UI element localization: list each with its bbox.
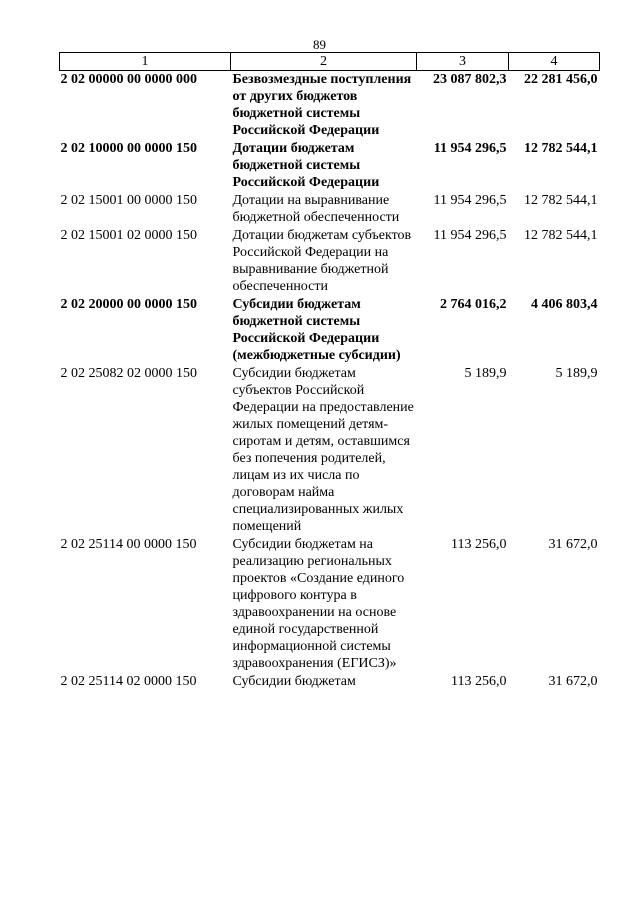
row-name: Субсидии бюджетам субъектов Российской Федерации на предоставление жилых помещений детям-сиротам и детям, оставшимся без попечения родителей, лицам из их числа по договорам найма специализированных жилых помещений [232,366,414,534]
row-value-col4: 31 672,0 [548,537,598,552]
row-value-col3: 113 256,0 [451,537,507,552]
row-value-col4: 31 672,0 [548,674,598,689]
row-name: Субсидии бюджетам на реализацию региональных проектов «Создание единого цифрового контура в здравоохранении на основе единой государственной информационной системы здравоохранения (ЕГИСЗ)» [232,537,405,671]
row-value-col3: 2 764 016,2 [440,297,507,312]
table-row [60,140,600,192]
row-code: 2 02 25082 02 0000 150 [60,366,197,381]
row-code: 2 02 25114 02 0000 150 [60,674,197,689]
row-value-col3: 113 256,0 [451,674,507,689]
row-code: 2 02 20000 00 0000 150 [60,297,197,312]
row-code: 2 02 15001 02 0000 150 [60,228,197,243]
row-name: Дотации бюджетам бюджетной системы Российской Федерации [232,141,380,190]
row-value-col3: 11 954 296,5 [433,193,507,208]
row-value-col4: 22 281 456,0 [524,72,598,87]
table-body [60,71,600,692]
row-name: Дотации бюджетам субъектов Российской Федерации на выравнивание бюджетной обеспеченности [232,228,412,294]
row-value-col4: 12 782 544,1 [524,193,598,208]
table-row [60,192,600,227]
table-row [60,673,600,691]
row-value-col3: 23 087 802,3 [433,72,507,87]
row-value-col4: 12 782 544,1 [524,228,598,243]
row-code: 2 02 25114 00 0000 150 [60,537,197,552]
header-row [60,53,600,71]
row-code: 2 02 00000 00 0000 000 [60,72,197,87]
row-code: 2 02 15001 00 0000 150 [60,193,197,208]
row-value-col4: 4 406 803,4 [531,297,598,312]
header-col-4: 4 [509,53,600,71]
row-value-col4: 12 782 544,1 [524,141,598,156]
row-value-col3: 11 954 296,5 [433,228,507,243]
row-code: 2 02 10000 00 0000 150 [60,141,197,156]
table-row [60,536,600,673]
table-row [60,71,600,141]
table-row [60,227,600,296]
table-row [60,365,600,536]
table-header [60,53,600,71]
row-value-col4: 5 189,9 [555,366,598,381]
row-name: Субсидии бюджетам бюджетной системы Российской Федерации (межбюджетные субсидии) [232,297,401,363]
row-name: Дотации на выравнивание бюджетной обеспеченности [232,193,400,225]
header-col-3: 3 [417,53,509,71]
budget-table [59,52,600,691]
page-number: 89 [313,37,326,52]
row-name: Безвозмездные поступления от других бюджетов бюджетной системы Российской Федерации [232,72,412,138]
table-row [60,296,600,365]
header-col-2: 2 [231,53,417,71]
row-value-col3: 11 954 296,5 [433,141,507,156]
header-col-1: 1 [60,53,231,71]
row-value-col3: 5 189,9 [464,366,507,381]
row-name: Субсидии бюджетам [232,674,356,689]
